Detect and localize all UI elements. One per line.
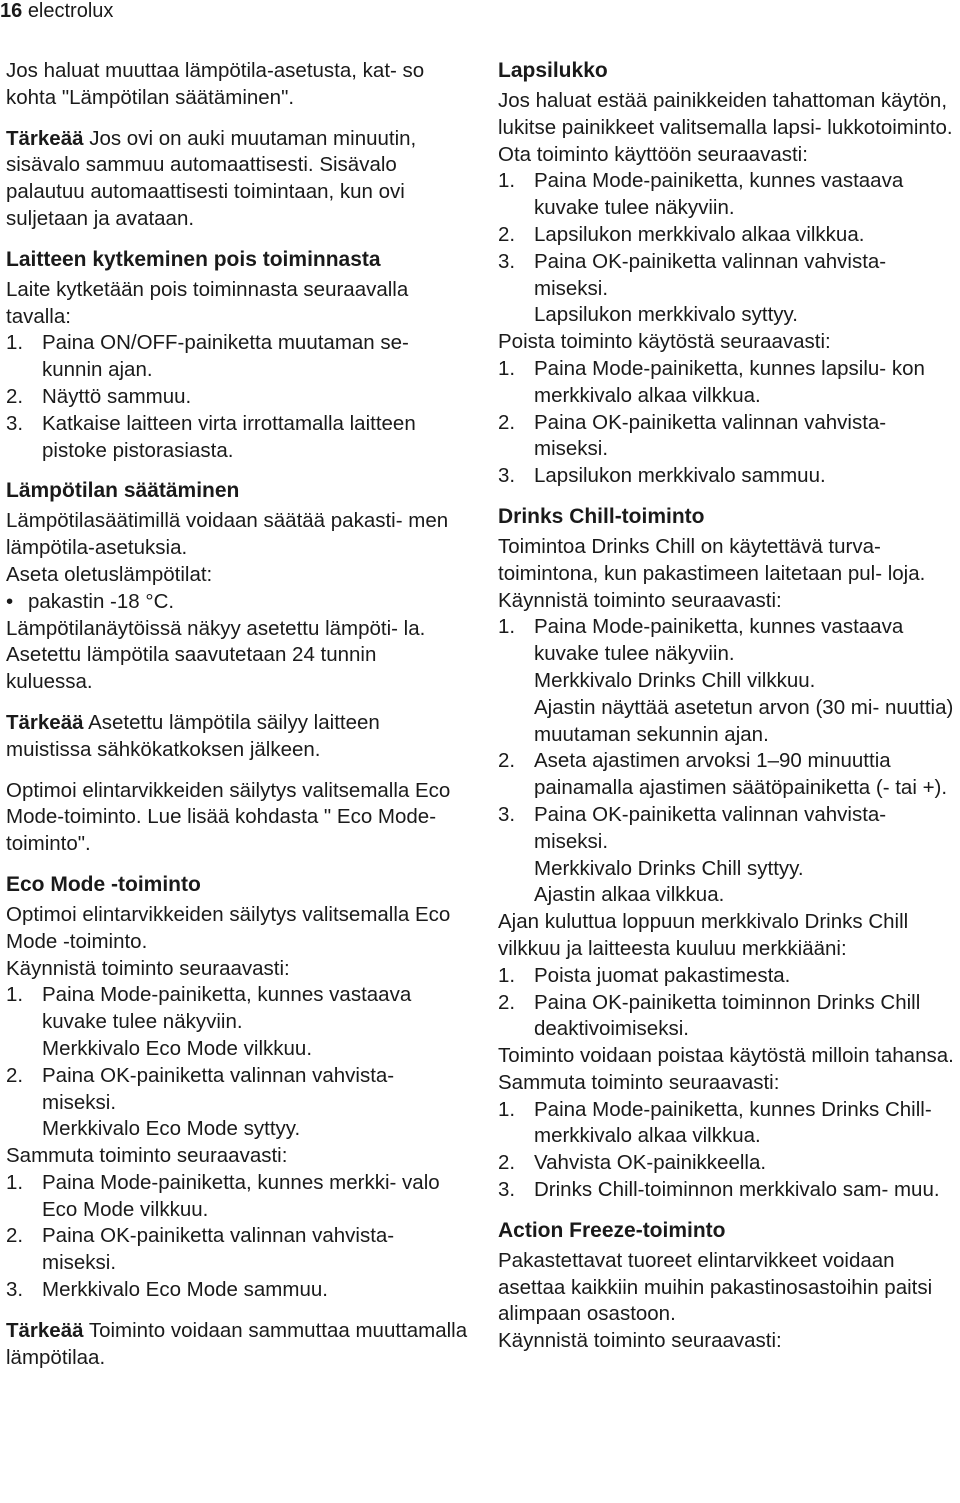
step-text: Paina OK-painiketta valinnan vahvista- miseksi. [534, 802, 887, 853]
page-number: 16 [0, 0, 23, 22]
list-item [6, 1170, 468, 1224]
step-text: Lapsilukon merkkivalo alkaa vilkkua. [534, 222, 865, 246]
list-item [6, 330, 468, 384]
important-label: Tärkeää [6, 126, 84, 150]
step-text: Paina Mode-painiketta, kunnes Drinks Chill-merkkivalo alkaa vilkkua. [534, 1097, 932, 1148]
important-text: Jos ovi on auki muutaman minuutin, sisävalo sammuu automaattisesti. Sisävalo palautuu automaattisesti toimintaan, kun ovi suljetaan ja avataan. [6, 126, 417, 230]
brand-name: electrolux [27, 0, 114, 22]
step-number: 2. [498, 990, 516, 1014]
drinks-text-2: Ajan kuluttua loppuun merkkivalo Drinks Chill vilkkuu ja laitteesta kuuluu merkkiääni: [498, 910, 909, 960]
step-number: 2. [498, 410, 516, 434]
step-number: 1. [6, 1170, 24, 1194]
step-subtext: Merkkivalo Drinks Chill vilkkuu. [534, 668, 816, 692]
step-number: 1. [498, 1097, 516, 1121]
step-subtext: Lapsilukon merkkivalo syttyy. [534, 303, 798, 327]
step-number: 3. [6, 411, 24, 435]
child-text-1: Jos haluat estää painikkeiden tahattoman käytön, lukitse painikkeet valitsemalla lapsi- lukkotoiminto. [498, 89, 953, 139]
step-number: 3. [498, 249, 516, 273]
step-text: Aseta ajastimen arvoksi 1–90 minuuttia painamalla ajastimen säätöpainiketta (- tai +). [534, 749, 948, 800]
step-number: 1. [6, 331, 24, 355]
step-text: Paina ON/OFF-painiketta muutaman se- kunnin ajan. [42, 331, 409, 382]
important-label: Tärkeää [6, 710, 84, 734]
step-text: Paina Mode-painiketta, kunnes lapsilu- kon merkkivalo alkaa vilkkua. [534, 356, 925, 407]
section-heading-off: Laitteen kytkeminen pois toiminnasta [6, 247, 381, 271]
eco-stop: Sammuta toiminto seuraavasti: [6, 1144, 288, 1168]
list-item [498, 1150, 960, 1177]
step-text: Poista juomat pakastimesta. [534, 963, 791, 987]
list-item [498, 222, 960, 249]
eco-start: Käynnistä toiminto seuraavasti: [6, 956, 290, 980]
list-item [498, 249, 960, 329]
drinks-start: Käynnistä toiminto seuraavasti: [498, 588, 782, 612]
list-item [498, 1097, 960, 1151]
important-label: Tärkeää [6, 1318, 84, 1342]
temp-text-1: Lämpötilasäätimillä voidaan säätää pakasti- men lämpötila-asetuksia. [6, 509, 449, 560]
step-number: 1. [498, 169, 516, 193]
section-heading-action-freeze: Action Freeze-toiminto [498, 1218, 726, 1242]
step-subtext: Merkkivalo Eco Mode vilkkuu. [42, 1036, 313, 1060]
step-text: Katkaise laitteen virta irrottamalla laitteen pistoke pistorasiasta. [42, 411, 416, 462]
bullet-text: pakastin -18 °C. [28, 589, 175, 613]
list-item [498, 614, 960, 748]
section-heading-eco: Eco Mode -toiminto [6, 872, 201, 896]
step-text: Paina OK-painiketta valinnan vahvista- miseksi. [534, 249, 887, 300]
list-item [6, 1223, 468, 1277]
bullet-item [6, 589, 468, 616]
action-text-1: Pakastettavat tuoreet elintarvikkeet voidaan asettaa kaikkiin muihin pakastinosastoihin paitsi alimpaan osastoon. [498, 1248, 933, 1326]
step-subtext: Merkkivalo Eco Mode syttyy. [42, 1117, 301, 1141]
list-item [6, 384, 468, 411]
list-item [498, 410, 960, 464]
step-text: Paina OK-painiketta valinnan vahvista- miseksi. [42, 1224, 395, 1275]
section-heading-drinks-chill: Drinks Chill-toiminto [498, 504, 705, 528]
step-text: Drinks Chill-toiminnon merkkivalo sam- muu. [534, 1178, 940, 1202]
step-number: 1. [6, 983, 24, 1007]
intro-text: Jos haluat muuttaa lämpötila-asetusta, kat- so kohta "Lämpötilan säätäminen". [6, 59, 425, 109]
step-subtext: Ajastin alkaa vilkkua. [534, 883, 725, 907]
step-text: Paina OK-painiketta toiminnon Drinks Chill deaktivoimiseksi. [534, 990, 921, 1041]
step-number: 1. [498, 963, 516, 987]
child-stop: Poista toiminto käytöstä seuraavasti: [498, 330, 831, 354]
step-text: Paina Mode-painiketta, kunnes vastaava kuvake tulee näkyviin. [42, 983, 412, 1034]
drinks-stop: Sammuta toiminto seuraavasti: [498, 1070, 780, 1094]
step-number: 1. [498, 356, 516, 380]
important-note-door [6, 126, 468, 233]
step-text: Paina OK-painiketta valinnan vahvista- miseksi. [534, 410, 887, 461]
action-start: Käynnistä toiminto seuraavasti: [498, 1329, 782, 1353]
step-number: 1. [498, 615, 516, 639]
list-item [6, 411, 468, 465]
step-text: Merkkivalo Eco Mode sammuu. [42, 1278, 328, 1302]
step-number: 3. [6, 1278, 24, 1302]
temp-text-3: Lämpötilanäytöissä näkyy asetettu lämpöti- la. [6, 616, 426, 640]
step-number: 2. [498, 1151, 516, 1175]
list-item [498, 168, 960, 222]
list-item [6, 1063, 468, 1143]
list-item [498, 963, 960, 990]
important-text: Asetettu lämpötila säilyy laitteen muistissa sähkökatkoksen jälkeen. [6, 710, 380, 761]
step-text: Paina OK-painiketta valinnan vahvista- miseksi. [42, 1063, 395, 1114]
step-subtext: Merkkivalo Drinks Chill syttyy. [534, 856, 804, 880]
eco-text-1: Optimoi elintarvikkeiden säilytys valitsemalla Eco Mode -toiminto. [6, 902, 451, 953]
drinks-text-1: Toimintoa Drinks Chill on käytettävä turva- toimintona, kun pakastimeen laitetaan pul- loja. [498, 534, 926, 585]
bullet-dot: • [6, 589, 14, 613]
step-number: 2. [498, 222, 516, 246]
step-number: 3. [498, 1178, 516, 1202]
step-number: 2. [6, 1063, 24, 1087]
step-number: 3. [498, 802, 516, 826]
right-column [498, 58, 960, 1355]
temp-text-5: Optimoi elintarvikkeiden säilytys valitsemalla Eco Mode-toiminto. Lue lisää kohdasta " Eco Mode-toiminto". [6, 778, 451, 856]
list-item [498, 463, 960, 490]
list-item [6, 982, 468, 1062]
step-text: Lapsilukon merkkivalo sammuu. [534, 464, 826, 488]
list-item [6, 1277, 468, 1304]
section-heading-child-lock: Lapsilukko [498, 59, 608, 82]
step-text: Paina Mode-painiketta, kunnes vastaava kuvake tulee näkyviin. [534, 615, 904, 666]
important-note-temp [6, 710, 468, 764]
step-text: Näyttö sammuu. [42, 384, 192, 408]
step-text: Vahvista OK-painikkeella. [534, 1151, 767, 1175]
page-header [0, 0, 113, 22]
drinks-text-3: Toiminto voidaan poistaa käytöstä milloin tahansa. [498, 1044, 954, 1068]
step-number: 3. [498, 464, 516, 488]
list-item [498, 1177, 960, 1204]
list-item [498, 748, 960, 802]
off-text: Laite kytketään pois toiminnasta seuraavalla tavalla: [6, 277, 409, 328]
step-text: Paina Mode-painiketta, kunnes vastaava kuvake tulee näkyviin. [534, 169, 904, 220]
step-number: 2. [6, 1224, 24, 1248]
section-heading-temp: Lämpötilan säätäminen [6, 479, 240, 503]
step-text: Paina Mode-painiketta, kunnes merkki- valo Eco Mode vilkkuu. [42, 1170, 440, 1221]
list-item [498, 802, 960, 909]
important-text: Toiminto voidaan sammuttaa muuttamalla lämpötilaa. [6, 1318, 468, 1369]
list-item [498, 990, 960, 1044]
temp-text-2: Aseta oletuslämpötilat: [6, 562, 213, 586]
step-number: 2. [498, 749, 516, 773]
step-number: 2. [6, 384, 24, 408]
left-column [6, 58, 468, 1385]
list-item [498, 356, 960, 410]
child-start: Ota toiminto käyttöön seuraavasti: [498, 142, 808, 166]
temp-text-4: Asetettu lämpötila saavutetaan 24 tunnin kuluessa. [6, 643, 377, 694]
important-note-eco [6, 1318, 468, 1372]
step-subtext: Ajastin näyttää asetetun arvon (30 mi- nuuttia) muutaman sekunnin ajan. [534, 695, 954, 746]
